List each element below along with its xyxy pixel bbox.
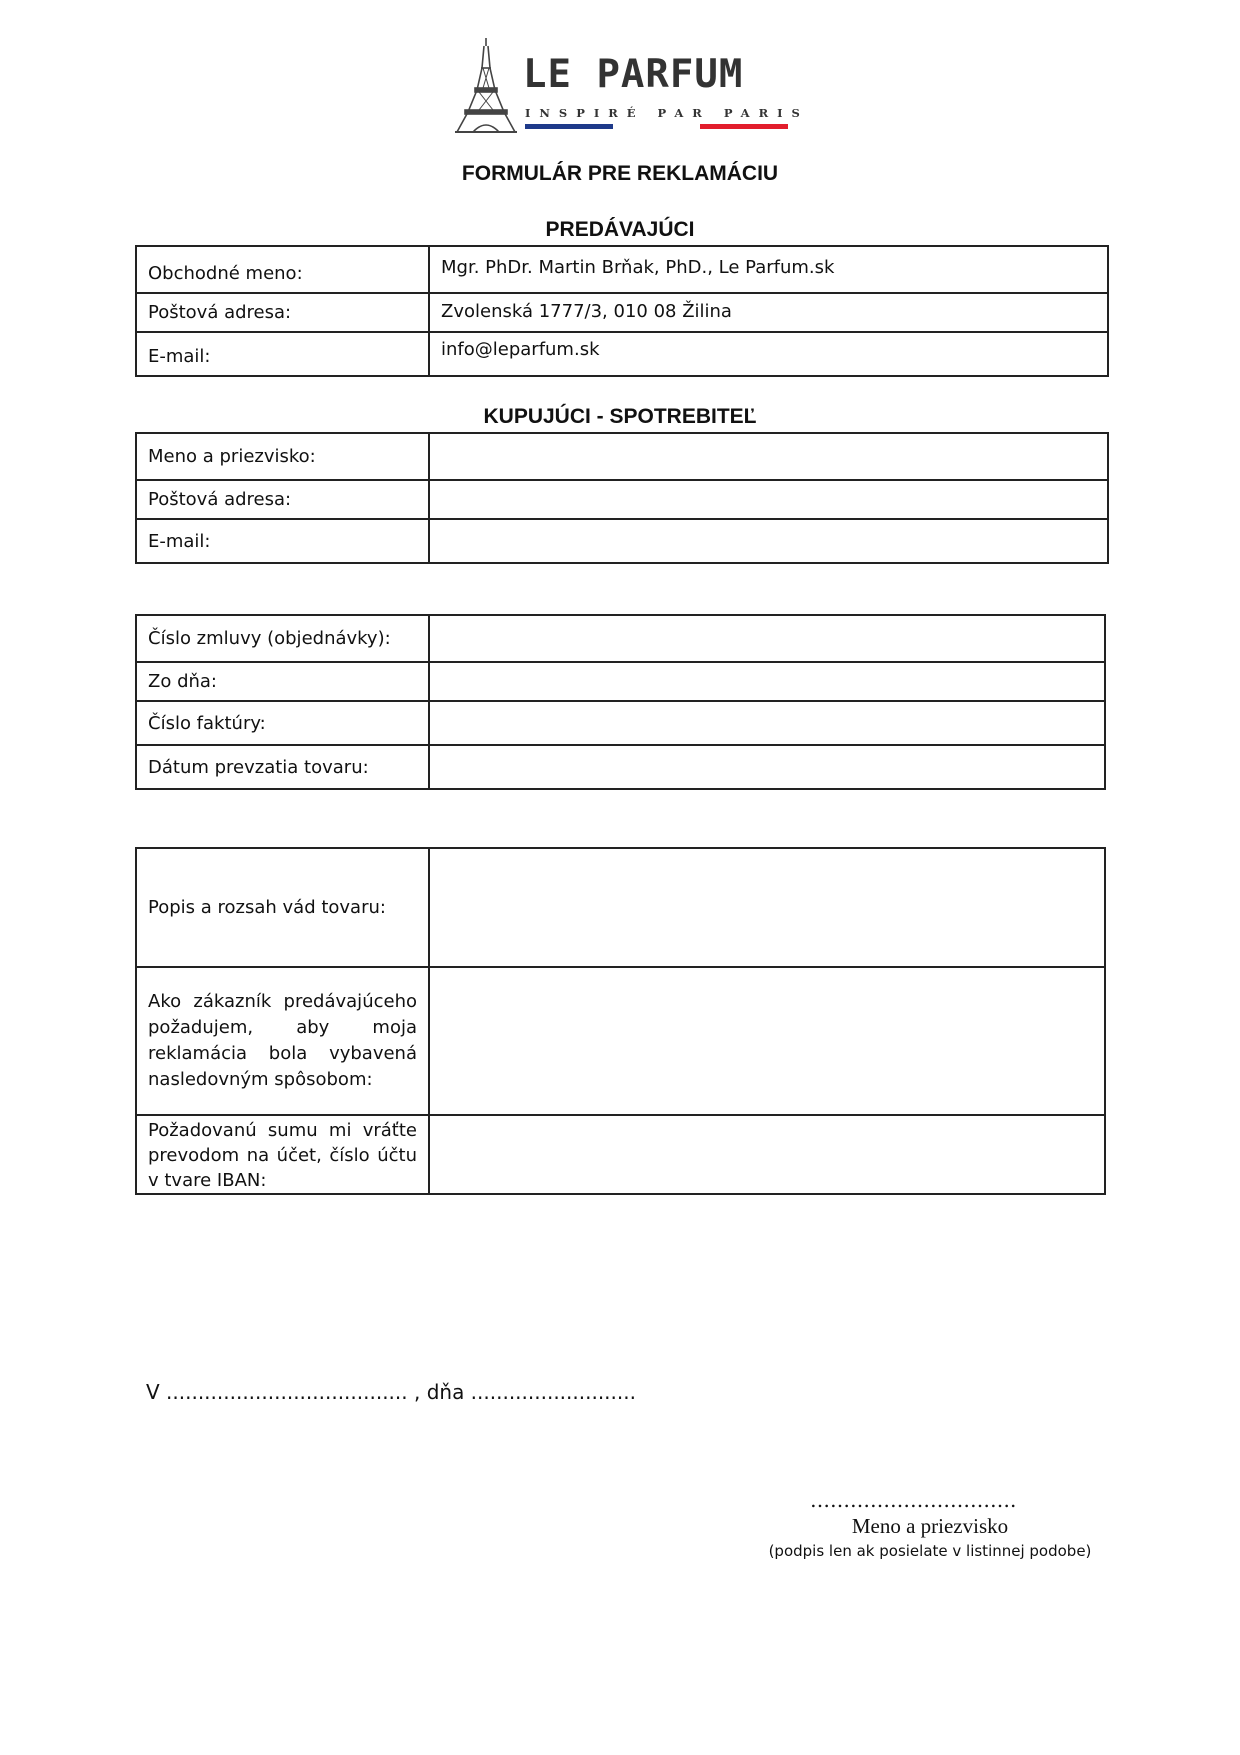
contract-number-field[interactable] — [429, 615, 1105, 662]
table-row — [136, 701, 1105, 745]
flag-stripe-blue — [525, 124, 613, 129]
table-row — [136, 246, 1108, 293]
company-logo — [455, 38, 809, 136]
buyer-name-field[interactable] — [429, 433, 1108, 480]
buyer-email-field[interactable] — [429, 519, 1108, 563]
table-row — [136, 615, 1105, 662]
table-row — [136, 332, 1108, 376]
eiffel-tower-icon — [455, 38, 517, 134]
table-row — [136, 967, 1105, 1115]
resolution-method-label: Ako zákazník predávajúceho požadujem, aby moja reklamácia bola vybavená nasledovným spôsobom: — [136, 967, 429, 1115]
defect-description-field[interactable] — [429, 848, 1105, 967]
order-date-field[interactable] — [429, 662, 1105, 701]
buyer-name-label: Meno a priezvisko: — [136, 433, 429, 480]
table-row — [136, 1115, 1105, 1194]
invoice-number-label: Číslo faktúry: — [136, 701, 429, 745]
buyer-table — [135, 432, 1109, 564]
signature-name: Meno a priezvisko — [851, 1514, 1009, 1538]
signature-line: …………………………. — [810, 1488, 1017, 1512]
seller-email-value: info@leparfum.sk — [429, 332, 1108, 376]
brand-name: LE PARFUM — [523, 52, 744, 97]
table-row — [136, 480, 1108, 519]
resolution-method-field[interactable] — [429, 967, 1105, 1115]
delivery-date-field[interactable] — [429, 745, 1105, 789]
buyer-email-label: E-mail: — [136, 519, 429, 563]
table-row — [136, 293, 1108, 332]
seller-email-label: E-mail: — [136, 332, 429, 376]
flag-stripe-red — [700, 124, 788, 129]
buyer-heading: KUPUJÚCI - SPOTREBITEĽ — [483, 405, 757, 428]
form-title: FORMULÁR PRE REKLAMÁCIU — [461, 162, 779, 185]
seller-heading: PREDÁVAJÚCI — [545, 218, 695, 241]
table-row — [136, 662, 1105, 701]
seller-address-label: Poštová adresa: — [136, 293, 429, 332]
seller-name-label: Obchodné meno: — [136, 246, 429, 293]
order-table — [135, 614, 1106, 790]
order-date-label: Zo dňa: — [136, 662, 429, 701]
table-row — [136, 848, 1105, 967]
claim-table — [135, 847, 1106, 1195]
iban-field[interactable] — [429, 1115, 1105, 1194]
seller-address-value: Zvolenská 1777/3, 010 08 Žilina — [429, 293, 1108, 332]
signature-note: (podpis len ak posielate v listinnej podobe) — [768, 1542, 1092, 1560]
seller-name-value: Mgr. PhDr. Martin Brňak, PhD., Le Parfum.sk — [429, 246, 1108, 293]
defect-description-label: Popis a rozsah vád tovaru: — [136, 848, 429, 967]
seller-table — [135, 245, 1109, 377]
buyer-address-field[interactable] — [429, 480, 1108, 519]
delivery-date-label: Dátum prevzatia tovaru: — [136, 745, 429, 789]
invoice-number-field[interactable] — [429, 701, 1105, 745]
contract-number-label: Číslo zmluvy (objednávky): — [136, 615, 429, 662]
brand-tagline: INSPIRÉ PAR PARIS — [525, 106, 809, 120]
buyer-address-label: Poštová adresa: — [136, 480, 429, 519]
iban-label: Požadovanú sumu mi vráťte prevodom na účet, číslo účtu v tvare IBAN: — [136, 1115, 429, 1194]
table-row — [136, 519, 1108, 563]
table-row — [136, 745, 1105, 789]
table-row — [136, 433, 1108, 480]
place-date-line: V ...................................... , dňa .......................... — [146, 1380, 636, 1404]
